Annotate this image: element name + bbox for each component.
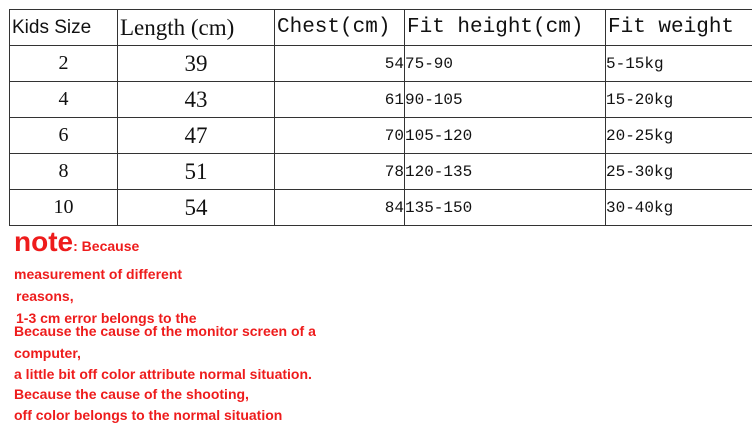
cell-chest: 54	[275, 46, 405, 82]
header-fit-weight: Fit weight	[606, 10, 752, 46]
table-row	[10, 118, 752, 154]
cell-length: 54	[118, 190, 275, 226]
cell-fit-weight: 25-30kg	[606, 154, 752, 190]
cell-fit-height: 75-90	[405, 46, 606, 82]
note-line: Because the cause of the monitor screen of a	[14, 323, 316, 339]
table-row	[10, 190, 752, 226]
table-row	[10, 154, 752, 190]
cell-length: 39	[118, 46, 275, 82]
cell-fit-height: 120-135	[405, 154, 606, 190]
header-fit-height: Fit height(cm)	[405, 10, 606, 46]
cell-size: 8	[10, 154, 118, 190]
note-colon: :	[73, 238, 82, 254]
cell-chest: 78	[275, 154, 405, 190]
size-chart-table	[9, 9, 752, 226]
note-title: note	[14, 226, 74, 257]
table-row	[10, 46, 752, 82]
header-chest: Chest(cm)	[275, 10, 405, 46]
cell-length: 43	[118, 82, 275, 118]
cell-fit-height: 105-120	[405, 118, 606, 154]
cell-fit-weight: 15-20kg	[606, 82, 752, 118]
note-line: measurement of different	[14, 266, 183, 282]
cell-fit-height: 90-105	[405, 82, 606, 118]
note-heading-line	[14, 226, 139, 258]
note-line: computer,	[14, 345, 81, 361]
table-header-row	[10, 10, 752, 46]
cell-chest: 84	[275, 190, 405, 226]
cell-fit-weight: 20-25kg	[606, 118, 752, 154]
cell-size: 6	[10, 118, 118, 154]
cell-fit-weight: 30-40kg	[606, 190, 752, 226]
note-line: Because the cause of the shooting,	[14, 386, 249, 402]
cell-size: 4	[10, 82, 118, 118]
cell-chest: 61	[275, 82, 405, 118]
cell-size: 10	[10, 190, 118, 226]
cell-length: 51	[118, 154, 275, 190]
table-row	[10, 82, 752, 118]
header-kids-size: Kids Size	[10, 10, 118, 46]
note-line: reasons,	[16, 288, 74, 304]
note-line: a little bit off color attribute normal situation.	[14, 366, 312, 382]
note-line: Because	[81, 238, 140, 254]
cell-length: 47	[118, 118, 275, 154]
cell-chest: 70	[275, 118, 405, 154]
cell-fit-weight: 5-15kg	[606, 46, 752, 82]
cell-fit-height: 135-150	[405, 190, 606, 226]
header-length: Length (cm)	[118, 10, 275, 46]
note-line: off color belongs to the normal situation	[14, 407, 283, 423]
cell-size: 2	[10, 46, 118, 82]
note-line: 1-3 cm error belongs to the	[16, 310, 197, 326]
